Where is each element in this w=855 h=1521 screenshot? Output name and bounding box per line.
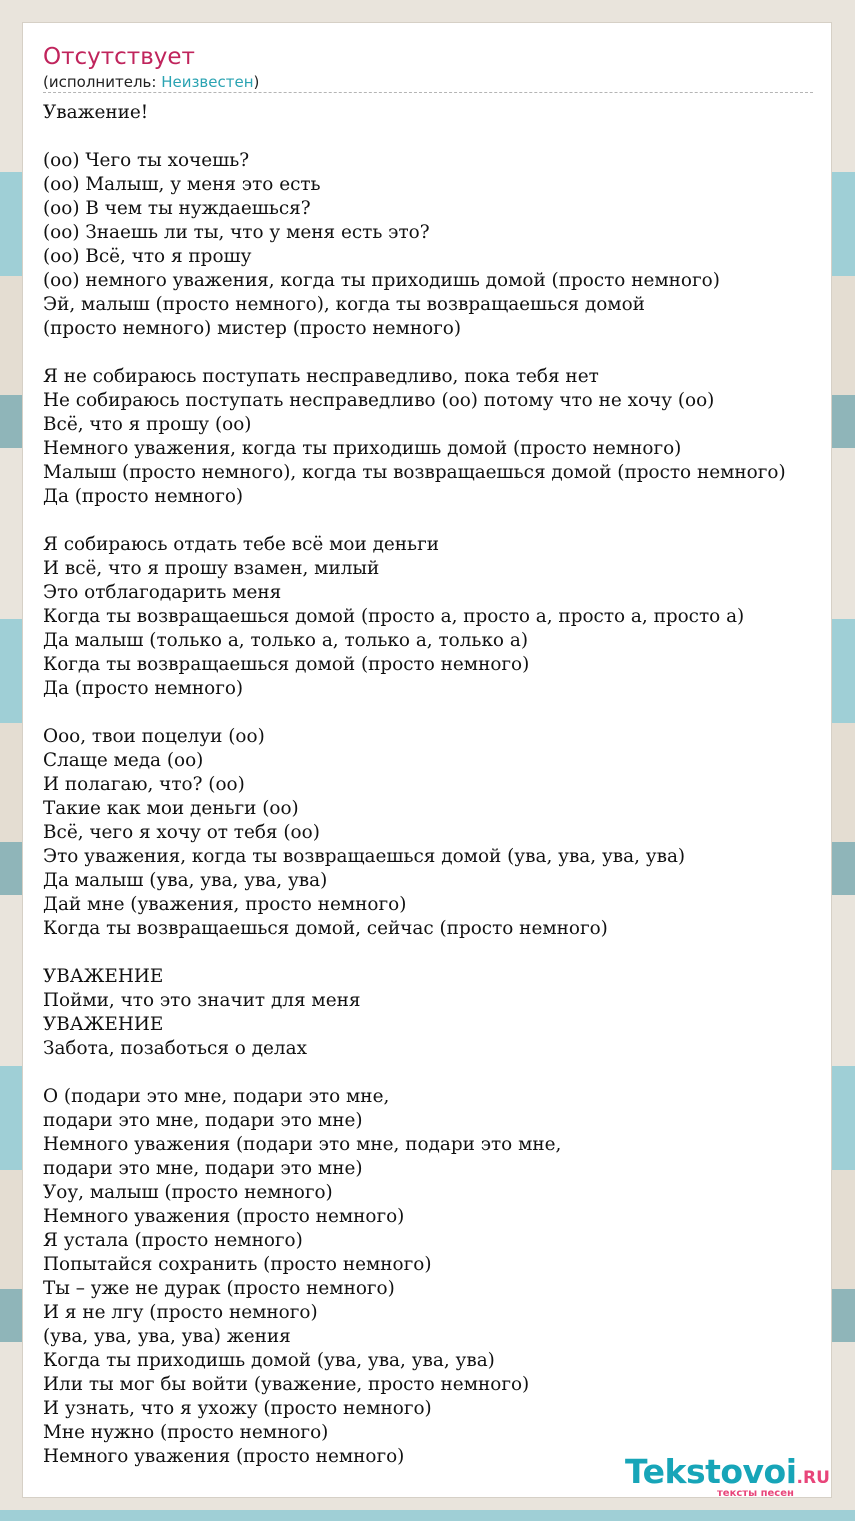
lyrics-line: (оо) Малыш, у меня это есть xyxy=(43,174,321,195)
lyrics-blank-line xyxy=(43,341,833,365)
lyrics-line: УВАЖЕНИЕ xyxy=(43,1014,164,1035)
lyrics-blank-line xyxy=(43,509,833,533)
site-logo[interactable] xyxy=(625,1452,830,1499)
song-title: Отсутствует xyxy=(43,44,195,70)
lyrics-line: УВАЖЕНИЕ xyxy=(43,966,164,987)
lyrics-line: (оо) Знаешь ли ты, что у меня есть это? xyxy=(43,222,430,243)
lyrics-line: Всё, чего я хочу от тебя (оо) xyxy=(43,822,320,843)
logo-name: Tekstovoi xyxy=(625,1452,797,1491)
lyrics-line: Когда ты возвращаешься домой (просто а, просто а, просто а, просто а) xyxy=(43,606,745,627)
lyrics-line: Дай мне (уважения, просто немного) xyxy=(43,894,407,915)
lyrics-blank-line xyxy=(43,941,833,965)
lyrics-line: (оо) Чего ты хочешь? xyxy=(43,150,250,171)
lyrics-line: Уоу, малыш (просто немного) xyxy=(43,1182,333,1203)
lyrics-line: Я устала (просто немного) xyxy=(43,1230,303,1251)
lyrics-text xyxy=(43,101,833,1469)
lyrics-line: (оо) немного уважения, когда ты приходишь домой (просто немного) xyxy=(43,270,720,291)
song-artist-line xyxy=(43,73,813,91)
lyrics-line: подари это мне, подари это мне) xyxy=(43,1110,363,1131)
lyrics-line: Или ты мог бы войти (уважение, просто немного) xyxy=(43,1374,530,1395)
lyrics-line: Попытайся сохранить (просто немного) xyxy=(43,1254,432,1275)
lyrics-line: Это отблагодарить меня xyxy=(43,582,282,603)
artist-suffix: ) xyxy=(253,73,260,91)
lyrics-line: Немного уважения (просто немного) xyxy=(43,1446,405,1467)
lyrics-line: Да (просто немного) xyxy=(43,678,244,699)
lyrics-line: И всё, что я прошу взамен, милый xyxy=(43,558,380,579)
lyrics-line: Я не собираюсь поступать несправедливо, пока тебя нет xyxy=(43,366,599,387)
lyrics-line: Когда ты возвращаешься домой, сейчас (просто немного) xyxy=(43,918,608,939)
lyrics-line: (ува, ува, ува, ува) жения xyxy=(43,1326,291,1347)
lyrics-line: Немного уважения (просто немного) xyxy=(43,1206,405,1227)
artist-link[interactable]: Неизвестен xyxy=(161,73,254,91)
lyrics-line: Не собираюсь поступать несправедливо (оо) потому что не хочу (оо) xyxy=(43,390,715,411)
lyrics-line: Это уважения, когда ты возвращаешься домой (ува, ува, ува, ува) xyxy=(43,846,686,867)
lyrics-blank-line xyxy=(43,125,833,149)
lyrics-line: Пойми, что это значит для меня xyxy=(43,990,361,1011)
lyrics-line: Немного уважения (подари это мне, подари это мне, xyxy=(43,1134,562,1155)
lyrics-card xyxy=(22,22,832,1498)
lyrics-line: Всё, что я прошу (оо) xyxy=(43,414,252,435)
logo-tagline: тексты песен xyxy=(717,1488,794,1499)
lyrics-line: (оо) В чем ты нуждаешься? xyxy=(43,198,311,219)
lyrics-line: подари это мне, подари это мне) xyxy=(43,1158,363,1179)
lyrics-line: Ооо, твои поцелуи (оо) xyxy=(43,726,265,747)
lyrics-line: (оо) Всё, что я прошу xyxy=(43,246,252,267)
lyrics-line: И узнать, что я ухожу (просто немного) xyxy=(43,1398,432,1419)
lyrics-line: Да малыш (ува, ува, ува, ува) xyxy=(43,870,328,891)
lyrics-line: И я не лгу (просто немного) xyxy=(43,1302,318,1323)
lyrics-line: Такие как мои деньги (оо) xyxy=(43,798,299,819)
lyrics-blank-line xyxy=(43,1061,833,1085)
lyrics-line: Я собираюсь отдать тебе всё мои деньги xyxy=(43,534,439,555)
lyrics-blank-line xyxy=(43,701,833,725)
artist-prefix: (исполнитель: xyxy=(43,73,162,91)
lyrics-line: Забота, позаботься о делах xyxy=(43,1038,307,1059)
song-header xyxy=(43,41,813,93)
lyrics-line: Эй, малыш (просто немного), когда ты возвращаешься домой xyxy=(43,294,645,315)
lyrics-line: Малыш (просто немного), когда ты возвращаешься домой (просто немного) xyxy=(43,462,786,483)
lyrics-line: Когда ты возвращаешься домой (просто немного) xyxy=(43,654,530,675)
lyrics-line: Ты – уже не дурак (просто немного) xyxy=(43,1278,395,1299)
lyrics-line: Да (просто немного) xyxy=(43,486,244,507)
lyrics-line: Мне нужно (просто немного) xyxy=(43,1422,329,1443)
lyrics-line: Да малыш (только а, только а, только а, только а) xyxy=(43,630,528,651)
lyrics-line: И полагаю, что? (оо) xyxy=(43,774,245,795)
lyrics-line: Уважение! xyxy=(43,102,149,123)
lyrics-line: (просто немного) мистер (просто немного) xyxy=(43,318,462,339)
lyrics-line: Немного уважения, когда ты приходишь домой (просто немного) xyxy=(43,438,682,459)
lyrics-line: Слаще меда (оо) xyxy=(43,750,204,771)
lyrics-line: О (подари это мне, подари это мне, xyxy=(43,1086,390,1107)
lyrics-line: Когда ты приходишь домой (ува, ува, ува, ува) xyxy=(43,1350,495,1371)
logo-tld: .RU xyxy=(796,1468,830,1488)
